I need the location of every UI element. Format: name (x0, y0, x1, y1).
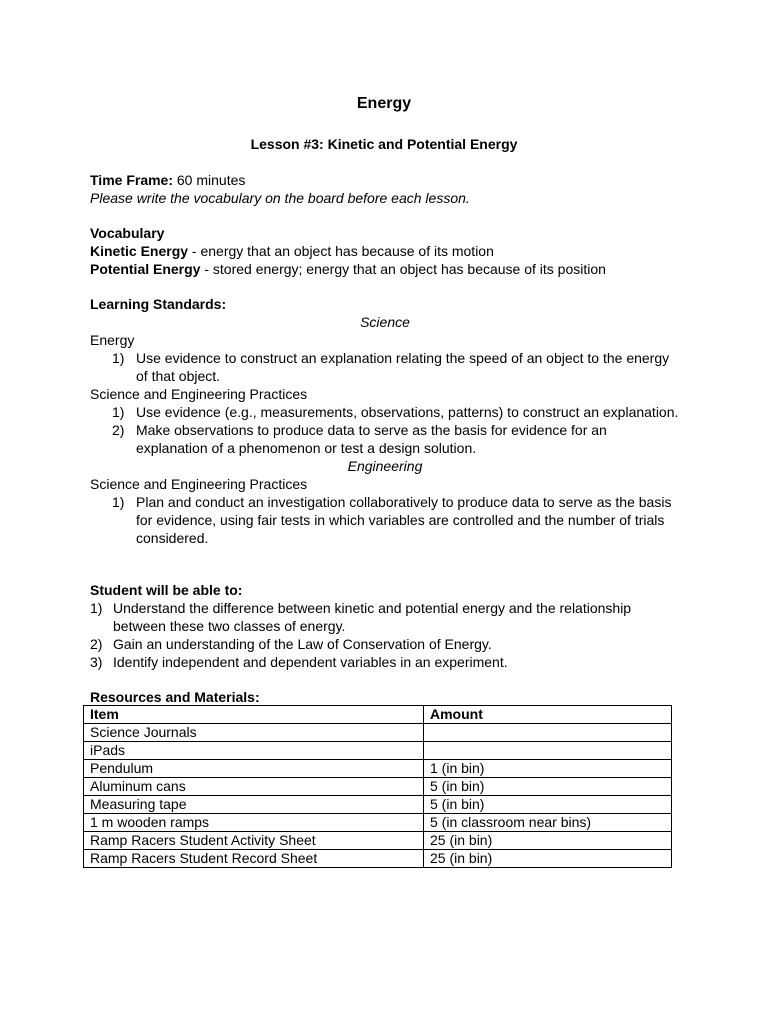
amount-cell: 25 (in bin) (424, 850, 672, 868)
standards-heading: Learning Standards: (90, 296, 227, 312)
amount-cell (424, 724, 672, 742)
item-cell: Ramp Racers Student Activity Sheet (84, 832, 424, 850)
lesson-title: Lesson #3: Kinetic and Potential Energy (250, 136, 518, 152)
amount-cell: 5 (in classroom near bins) (424, 814, 672, 832)
list-number: 1) (112, 404, 125, 420)
table-header-row (84, 706, 672, 724)
item-cell: Pendulum (84, 760, 424, 778)
table-row (84, 760, 672, 778)
table-row (84, 832, 672, 850)
document-title: Energy (356, 95, 412, 112)
objectives-section (90, 581, 680, 671)
list-item-text: Make observations to produce data to serve as the basis for evidence for an explanation of a phenomenon or test a design solution. (136, 422, 607, 456)
item-cell: 1 m wooden ramps (84, 814, 424, 832)
sep-standards-list (90, 403, 680, 457)
list-item (90, 653, 680, 671)
vocabulary-section (90, 224, 680, 278)
list-item (90, 599, 680, 635)
energy-standards-list (90, 349, 680, 385)
vocabulary-heading: Vocabulary (90, 225, 165, 241)
list-number: 1) (112, 494, 125, 510)
vocab-term: Kinetic Energy (90, 243, 189, 259)
item-cell: Measuring tape (84, 796, 424, 814)
list-number: 2) (112, 422, 125, 438)
vocab-definition: - stored energy; energy that an object has because of its position (200, 261, 606, 277)
vocab-term: Potential Energy (90, 261, 201, 277)
table-row (84, 742, 672, 760)
list-item (90, 403, 680, 421)
list-number: 1) (112, 350, 125, 366)
column-header-item: Item (84, 706, 424, 724)
sep2-standards-list (90, 493, 680, 547)
amount-cell: 1 (in bin) (424, 760, 672, 778)
time-frame-value: 60 minutes (173, 172, 246, 188)
list-number: 3) (90, 654, 103, 670)
list-item-text: Use evidence to construct an explanation relating the speed of an object to the energy of that object. (136, 350, 670, 384)
time-frame-label: Time Frame: (90, 172, 173, 188)
time-frame-note: Please write the vocabulary on the board before each lesson. (90, 190, 470, 206)
resources-heading: Resources and Materials: (90, 689, 260, 705)
table-row (84, 778, 672, 796)
resources-table (83, 705, 672, 868)
energy-label: Energy (90, 332, 135, 348)
item-cell: iPads (84, 742, 424, 760)
list-item (90, 421, 680, 457)
table-row (84, 850, 672, 868)
table-row (84, 814, 672, 832)
table-row (84, 796, 672, 814)
vocab-item (90, 242, 680, 260)
list-item-text: Use evidence (e.g., measurements, observations, patterns) to construct an explanation. (136, 404, 679, 420)
amount-cell (424, 742, 672, 760)
list-item (90, 493, 680, 547)
objectives-heading: Student will be able to: (90, 582, 243, 598)
list-number: 2) (90, 636, 103, 652)
amount-cell: 5 (in bin) (424, 778, 672, 796)
list-item-text: Plan and conduct an investigation collaboratively to produce data to serve as the basis for evidence, using fair tests in which variables are controlled and the number of trials considered. (136, 494, 672, 546)
table-row (84, 724, 672, 742)
list-item (90, 635, 680, 653)
list-item-text: Identify independent and dependent variables in an experiment. (113, 654, 508, 670)
list-item-text: Understand the difference between kinetic and potential energy and the relationship between these two classes of energy. (113, 600, 632, 634)
learning-standards-section (90, 295, 680, 547)
time-frame-line (90, 171, 680, 189)
list-item-text: Gain an understanding of the Law of Conservation of Energy. (113, 636, 492, 652)
amount-cell: 25 (in bin) (424, 832, 672, 850)
column-header-amount: Amount (424, 706, 672, 724)
item-cell: Ramp Racers Student Record Sheet (84, 850, 424, 868)
sep-label: Science and Engineering Practices (90, 386, 308, 402)
item-cell: Aluminum cans (84, 778, 424, 796)
time-frame-section (90, 171, 680, 207)
item-cell: Science Journals (84, 724, 424, 742)
sep2-label: Science and Engineering Practices (90, 476, 308, 492)
science-label: Science (360, 314, 410, 330)
amount-cell: 5 (in bin) (424, 796, 672, 814)
vocab-item (90, 260, 680, 278)
list-item (90, 349, 680, 385)
engineering-label: Engineering (347, 458, 423, 474)
list-number: 1) (90, 600, 103, 616)
objectives-list (90, 599, 680, 671)
vocab-definition: - energy that an object has because of its motion (188, 243, 494, 259)
